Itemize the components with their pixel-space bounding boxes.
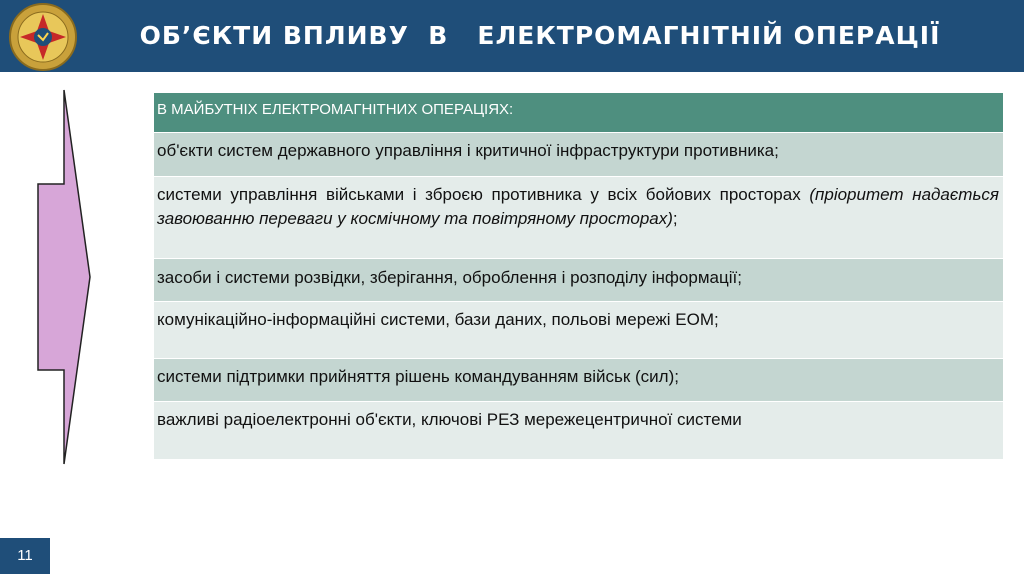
- table-row: [154, 302, 1003, 359]
- row-text: комунікаційно-інформаційні системи, бази даних, польові мережі ЕОМ;: [157, 310, 719, 329]
- row-text: важливі радіоелектронні об'єкти, ключові РЕЗ мережецентричної системи: [157, 410, 742, 429]
- targets-table: [154, 93, 1003, 460]
- row-text: засоби і системи розвідки, зберігання, оброблення і розподілу інформації;: [157, 268, 742, 287]
- emblem-logo: [8, 2, 78, 72]
- row-text: системи підтримки прийняття рішень командуванням військ (сил);: [157, 367, 679, 386]
- row-text: об'єкти систем державного управління і критичної інфраструктури противника;: [157, 141, 779, 160]
- table-row: [154, 177, 1003, 259]
- row-italic-note: (пріоритет надається завоюванню переваги у космічному та повітряному просторах): [157, 185, 999, 228]
- page-title: ОБ’ЄКТИ ВПЛИВУ В ЕЛЕКТРОМАГНІТНІЙ ОПЕРАЦІЇ: [139, 21, 941, 50]
- right-arrow-shape: [34, 88, 94, 466]
- table-heading: В МАЙБУТНІХ ЕЛЕКТРОМАГНІТНИХ ОПЕРАЦІЯХ:: [154, 93, 1003, 133]
- row-suffix: ;: [672, 209, 678, 228]
- table-row: [154, 402, 1003, 460]
- table-row: [154, 259, 1003, 302]
- table-row: [154, 359, 1003, 402]
- row-text: системи управління військами і зброєю противника у всіх бойових просторах: [157, 185, 810, 204]
- slide-number: 11: [0, 538, 50, 574]
- table-row: [154, 133, 1003, 177]
- header-bar: [0, 0, 1024, 72]
